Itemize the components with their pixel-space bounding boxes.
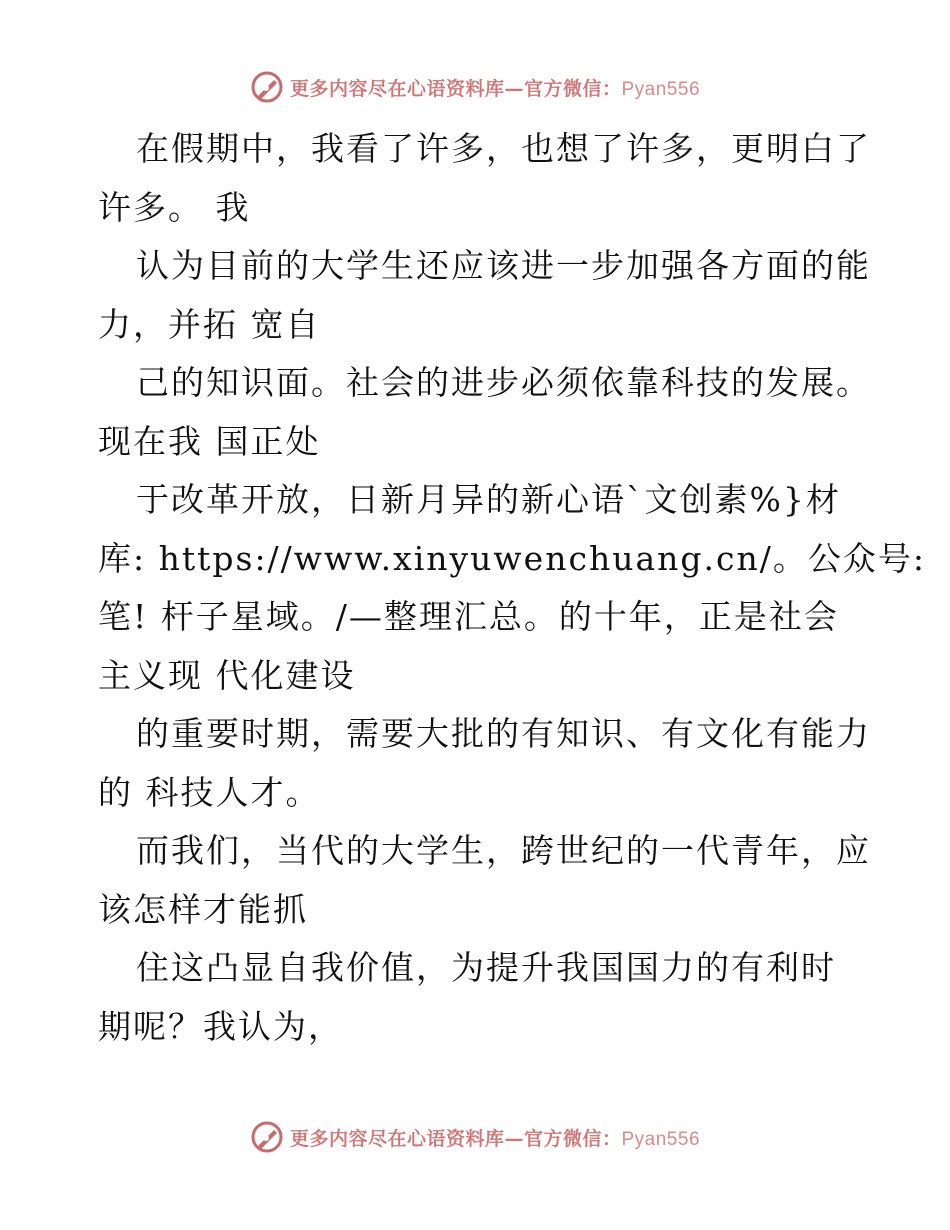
body-line: 在假期中，我看了许多，也想了许多，更明白了	[136, 129, 871, 168]
page-footer-banner	[0, 1120, 950, 1154]
footer-wechat-handle: Pyan556	[621, 1128, 701, 1150]
body-line: 住这凸显自我价值，为提升我国国力的有利时	[136, 948, 836, 987]
body-line: 许多。 我	[98, 187, 251, 227]
document-body	[98, 120, 926, 1056]
body-line: 而我们，当代的大学生，跨世纪的一代青年，应	[136, 831, 871, 870]
body-line: 的 科技人才。	[98, 772, 321, 812]
body-line: 于改革开放，日新月异的新心语`文创素%}材	[136, 480, 841, 519]
pen-seal-icon	[250, 70, 284, 104]
body-line: 己的知识面。社会的进步必须依靠科技的发展。	[136, 363, 871, 402]
body-line: 主义现 代化建设	[98, 655, 356, 695]
footer-banner-text: 更多内容尽在心语资料库—官方微信：Pyan556	[289, 1127, 701, 1150]
body-line: 力，并拓 宽自	[98, 304, 321, 344]
body-line: 笔! 杆子星域。/—整理汇总。的十年，正是社会	[98, 597, 839, 636]
body-line: 的重要时期，需要大批的有知识、有文化有能力	[136, 714, 871, 753]
body-line: 认为目前的大学生还应该进一步加强各方面的能	[136, 246, 871, 285]
header-banner-text: 更多内容尽在心语资料库—官方微信：Pyan556	[289, 77, 701, 100]
body-line: 该怎样才能抓	[98, 889, 308, 929]
header-wechat-handle: Pyan556	[621, 78, 701, 100]
body-line-url: 库: https://www.xinyuwenchuang.cn/。公众号:	[98, 538, 926, 578]
body-line: 期呢？我认为，	[98, 1006, 343, 1046]
body-line: 现在我 国正处	[98, 421, 321, 461]
page-header-banner	[0, 70, 950, 104]
pen-seal-icon	[250, 1120, 284, 1154]
